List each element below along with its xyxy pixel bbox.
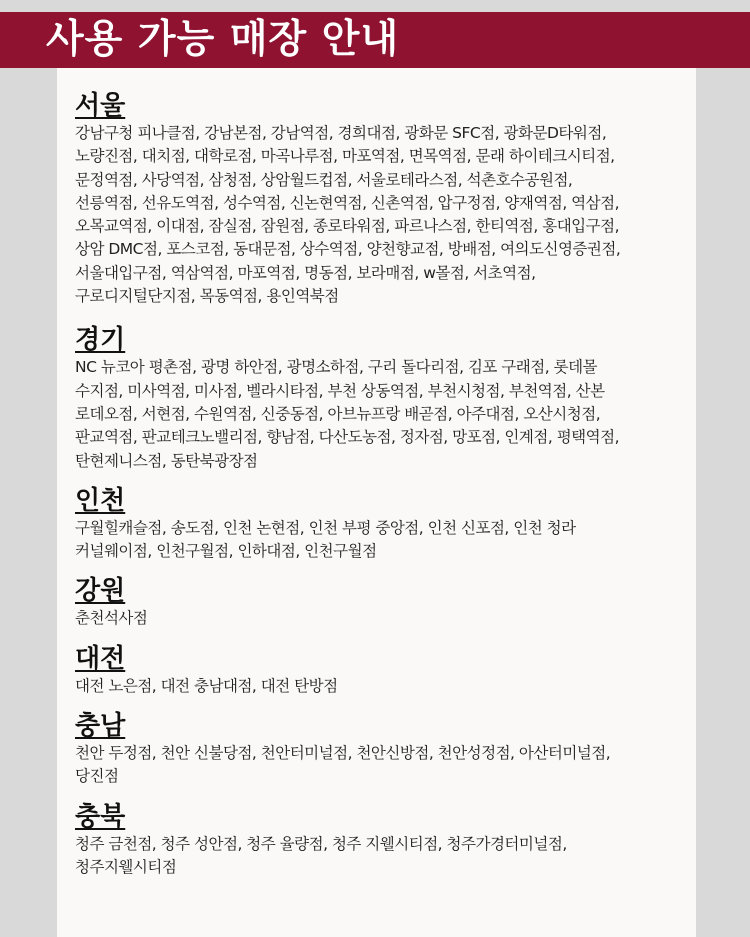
store-line: 대전 노은점, 대전 충남대점, 대전 탄방점 — [75, 676, 338, 695]
title-banner — [0, 12, 750, 68]
store-line: 오목교역점, 이대점, 잠실점, 잠원점, 종로타워점, 파르나스점, 한티역점, 홍대입구점, — [75, 217, 620, 236]
store-line: 구로디지털단지점, 목동역점, 용인역북점 — [75, 287, 339, 306]
store-list — [75, 122, 691, 308]
store-line: 커널웨이점, 인천구월점, 인하대점, 인천구월점 — [75, 542, 377, 561]
store-list — [75, 356, 691, 472]
store-line: 청주 금천점, 청주 성안점, 청주 율량점, 청주 지웰시티점, 청주가경터미널점, — [75, 834, 567, 853]
region-incheon — [75, 485, 691, 564]
store-line: 탄현제니스점, 동탄북광장점 — [75, 451, 258, 470]
store-line: 노량진점, 대치점, 대학로점, 마곡나루점, 마포역점, 면목역점, 문래 하이테크시티점, — [75, 147, 615, 166]
store-line: 춘천석사점 — [75, 609, 148, 628]
store-line: 당진점 — [75, 767, 119, 786]
region-heading: 충북 — [75, 801, 126, 832]
store-line: 수지점, 미사역점, 미사점, 벨라시타점, 부천 상동역점, 부천시청점, 부천역점, 산본 — [75, 381, 605, 400]
store-list — [75, 675, 691, 698]
page-title: 사용 가능 매장 안내 — [46, 17, 400, 62]
store-line: 천안 두정점, 천안 신불당점, 천안터미널점, 천안신방점, 천안성정점, 아산터미널점, — [75, 744, 611, 763]
store-line: 상암 DMC점, 포스코점, 동대문점, 상수역점, 양천향교점, 방배점, 여의도신영증권점, — [75, 240, 621, 259]
store-list-panel — [57, 68, 696, 937]
store-list — [75, 607, 691, 630]
region-daejeon — [75, 643, 691, 698]
region-heading: 서울 — [75, 91, 126, 121]
store-line: 청주지웰시티점 — [75, 857, 177, 876]
region-chungnam — [75, 710, 691, 789]
region-heading: 경기 — [75, 325, 126, 356]
store-line: 선릉역점, 선유도역점, 성수역점, 신논현역점, 신촌역점, 압구정점, 양재역점, 역삼점, — [75, 193, 620, 212]
store-line: NC 뉴코아 평촌점, 광명 하안점, 광명소하점, 구리 돌다리점, 김포 구래점, 롯데몰 — [75, 358, 598, 377]
region-heading: 대전 — [75, 643, 126, 674]
region-gyeonggi — [75, 324, 691, 472]
store-line: 판교역점, 판교테크노밸리점, 향남점, 다산도농점, 정자점, 망포점, 인계점, 평택역점, — [75, 428, 620, 447]
store-line: 구월힐캐슬점, 송도점, 인천 논현점, 인천 부평 중앙점, 인천 신포점, 인천 청라 — [75, 518, 576, 537]
store-list — [75, 833, 691, 880]
store-line: 서울대입구점, 역삼역점, 마포역점, 명동점, 보라매점, w몰점, 서초역점, — [75, 263, 536, 282]
store-list — [75, 517, 691, 564]
store-line: 로데오점, 서현점, 수원역점, 신중동점, 아브뉴프랑 배곧점, 아주대점, 오산시청점, — [75, 404, 601, 423]
region-seoul — [75, 90, 691, 308]
region-heading: 강원 — [75, 576, 126, 607]
store-line: 강남구청 피나클점, 강남본점, 강남역점, 경희대점, 광화문 SFC점, 광화문D타워점, — [75, 124, 607, 142]
store-list-content — [75, 90, 691, 879]
store-list — [75, 742, 691, 789]
store-line: 문정역점, 사당역점, 삼청점, 상암월드컵점, 서울로테라스점, 석촌호수공원점, — [75, 170, 573, 189]
region-chungbuk — [75, 801, 691, 880]
region-heading: 인천 — [75, 485, 126, 516]
region-heading: 충남 — [75, 711, 126, 742]
region-gangwon — [75, 575, 691, 630]
